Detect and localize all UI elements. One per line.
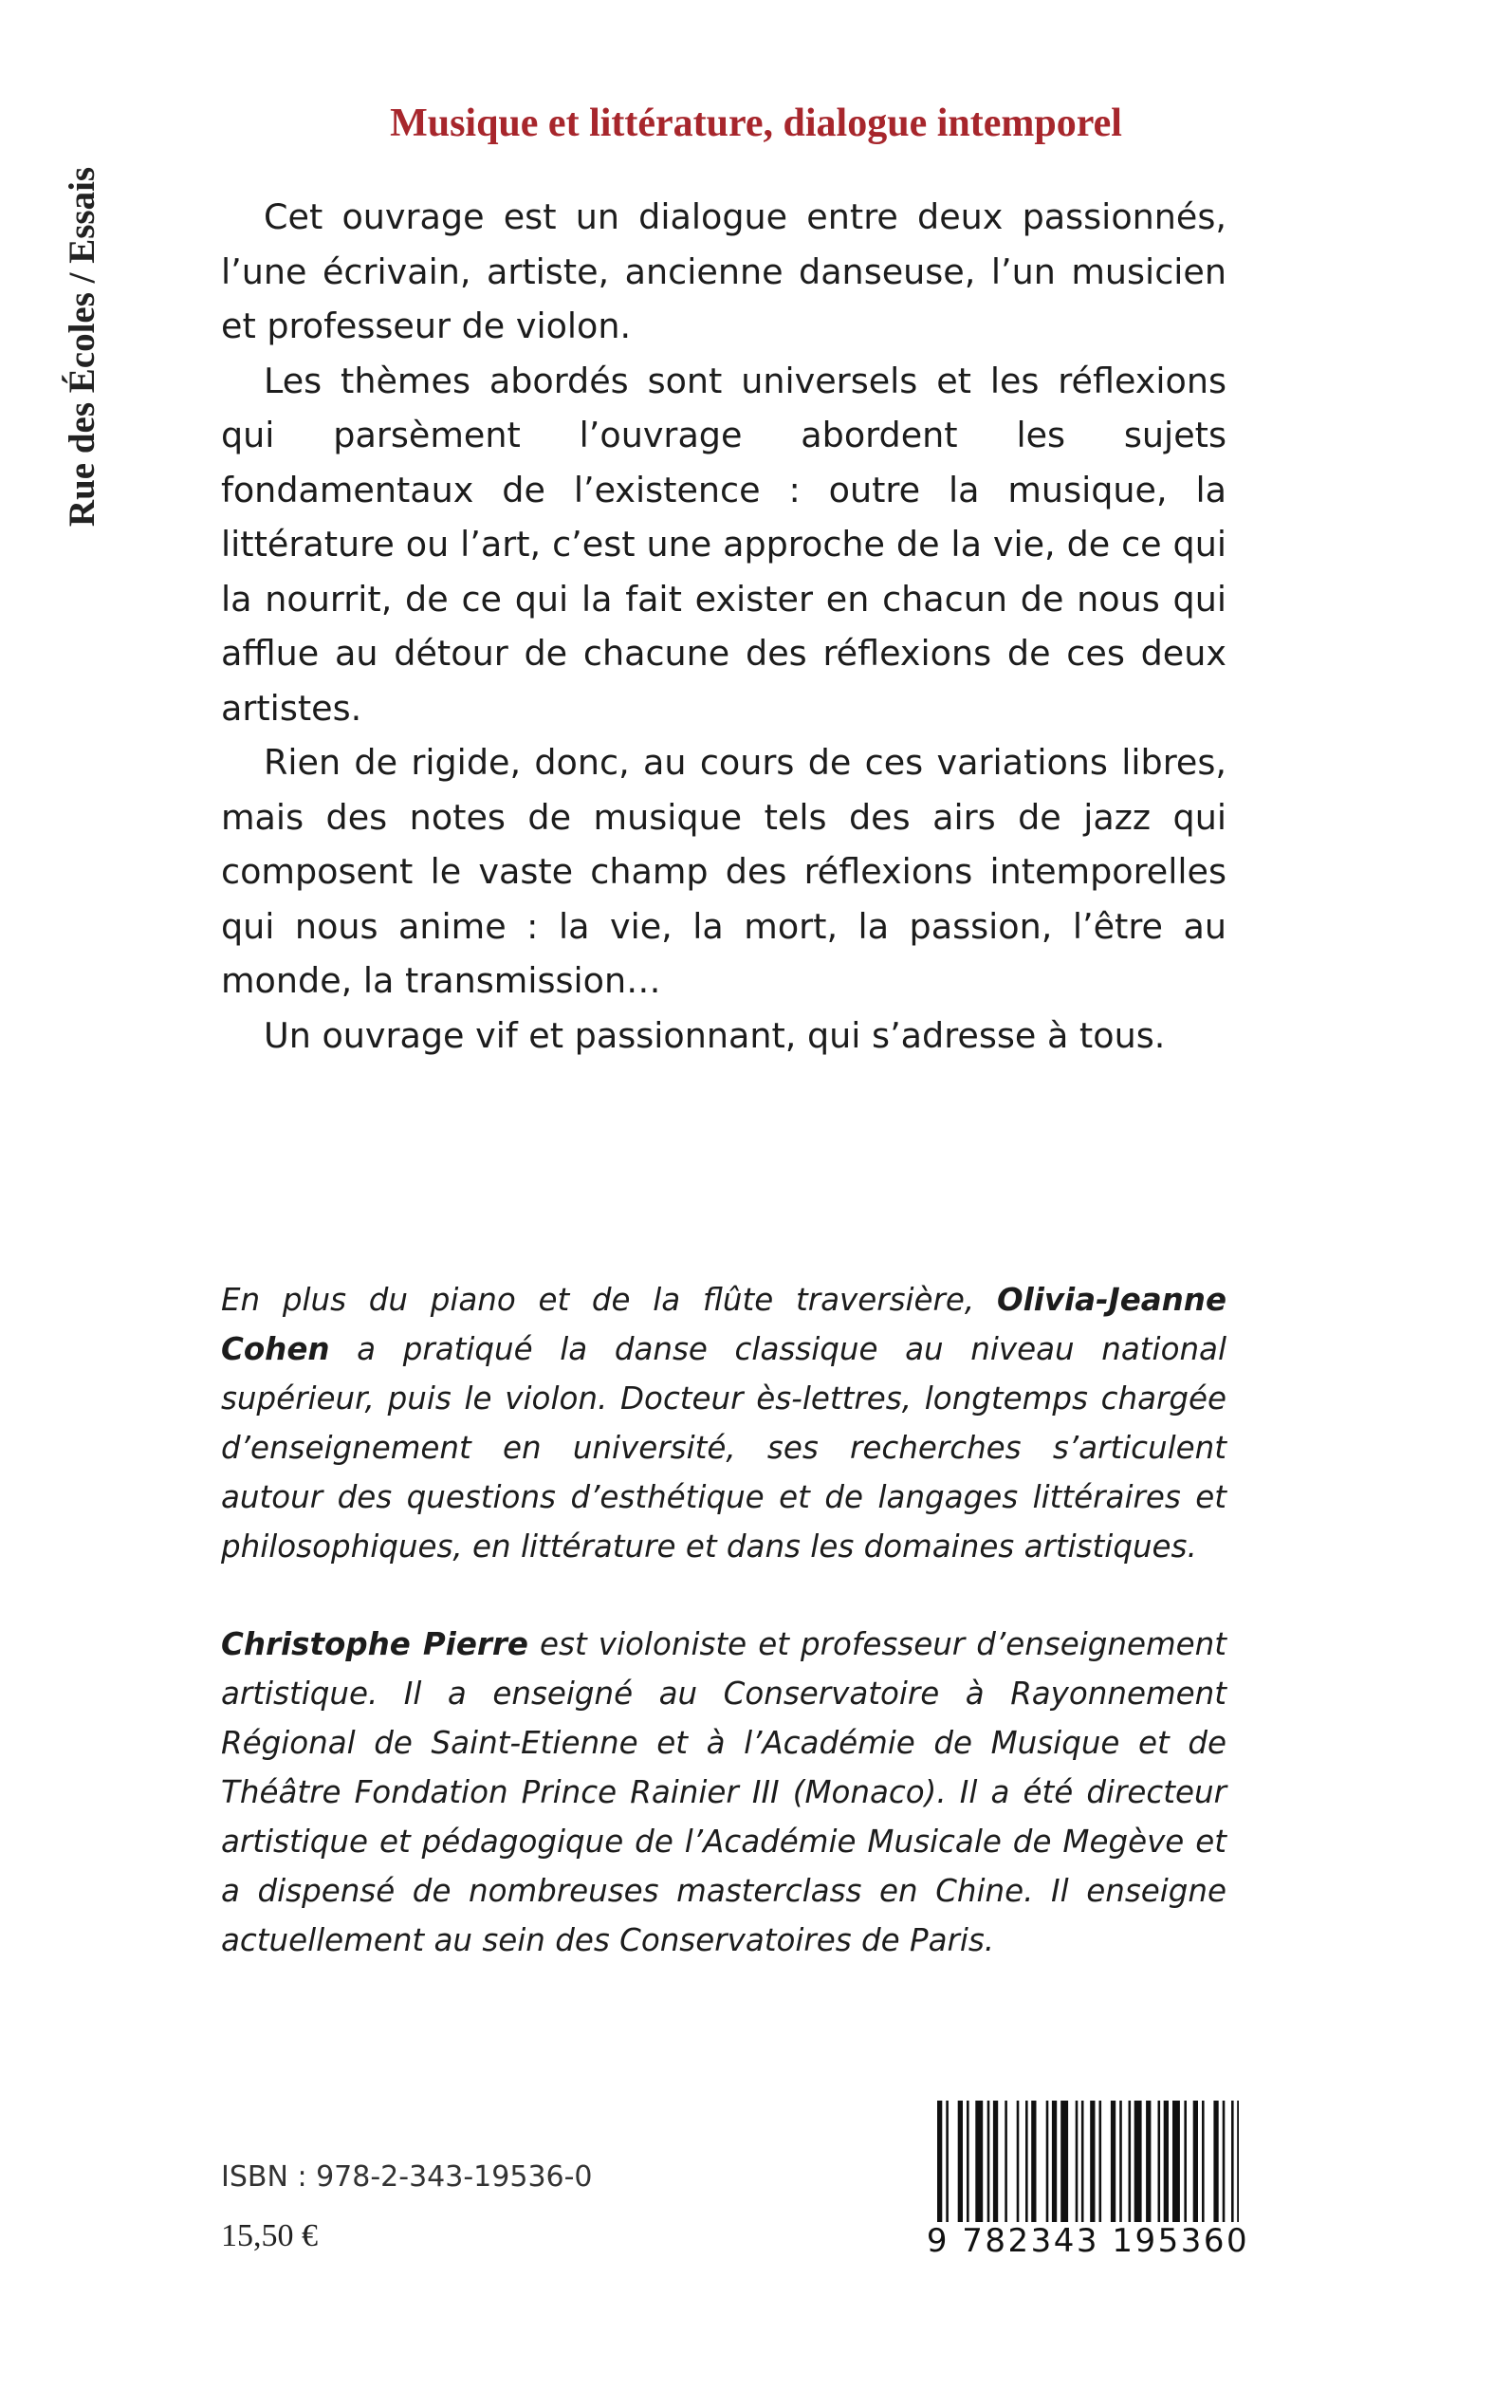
barcode-bar <box>1213 2101 1218 2228</box>
barcode <box>909 2095 1267 2275</box>
summary-paragraph: Les thèmes abordés sont universels et les réflexions qui parsèment l’ouvrage abordent les sujets fondamentaux de l’existence : outre la musique, la littérature ou l’art, c’est une approche de la vie, de ce qui la nourrit, de ce qui la fait exister en chacun de nous qui afflue au détour de chacune des réflexions de ces deux artistes. <box>221 360 1226 729</box>
barcode-bar <box>1237 2101 1239 2228</box>
barcode-bar <box>1017 2101 1020 2228</box>
author-bios <box>221 1275 1226 1965</box>
barcode-bar <box>1158 2101 1161 2228</box>
barcode-bar <box>1060 2101 1068 2228</box>
bio-olivia-jeanne-cohen: En plus du piano et de la flûte traversière, Olivia-Jeanne Cohen a pratiqué la danse classique au niveau national supérieur, puis le violon. Docteur ès-lettres, longtemps chargée d’enseignement en université, ses recherches s’articulent autour des questions d’esthétique et de langages littéraires et philosophiques, en littérature et dans les domaines artistiques. <box>221 1282 1226 1565</box>
barcode-bars <box>937 2101 1239 2228</box>
price-text: 15,50 € <box>221 2218 318 2253</box>
summary-paragraph: Cet ouvrage est un dialogue entre deux passionnés, l’une écrivain, artiste, ancienne danseuse, l’un musicien et professeur de violon. <box>221 196 1226 346</box>
barcode-bar <box>1099 2101 1102 2228</box>
barcode-bar <box>1119 2101 1122 2228</box>
summary-text <box>221 190 1226 1063</box>
barcode-bar <box>967 2101 969 2228</box>
barcode-bar <box>1046 2101 1049 2228</box>
barcode-bar <box>958 2101 963 2228</box>
barcode-bar <box>937 2101 942 2228</box>
summary-paragraph: Rien de rigide, donc, au cours de ces variations libres, mais des notes de musique tels des airs de jazz qui composent le vaste champ des réflexions intemporelles qui nous anime : la vie, la mort, la passion, l’être au monde, la transmission… <box>221 742 1226 1001</box>
barcode-bar <box>1005 2101 1007 2228</box>
barcode-bar <box>1031 2101 1036 2228</box>
barcode-bar <box>1193 2101 1198 2228</box>
bio-christophe-pierre: Christophe Pierre est violoniste et professeur d’enseignement artistique. Il a enseigné au Conservatoire à Rayonnement Régional de Saint-Etienne et à l’Académie de Musique et de Théâtre Fondation Prince Rainier III (Monaco). Il a été directeur artistique et pédagogique de l’Académie Musicale de Megève et a dispensé de nombreuses masterclass en Chine. Il enseigne actuellement au sein des Conservatoires de Paris. <box>221 1626 1226 1958</box>
barcode-bar <box>1081 2101 1084 2228</box>
barcode-bar <box>993 2101 998 2228</box>
author-name: Christophe Pierre <box>221 1626 528 1662</box>
barcode-bar <box>1134 2101 1142 2228</box>
summary-paragraph: Un ouvrage vif et passionnant, qui s’adresse à tous. <box>264 1014 1166 1056</box>
barcode-bar <box>1223 2101 1226 2228</box>
book-title: Musique et littérature, dialogue intemporel <box>390 102 1122 145</box>
spine-collection-label <box>49 114 116 579</box>
barcode-bar <box>1129 2101 1132 2228</box>
barcode-bar <box>1076 2101 1079 2228</box>
barcode-bar <box>1111 2101 1116 2228</box>
barcode-bar <box>946 2101 949 2228</box>
barcode-bar <box>1090 2101 1095 2228</box>
barcode-bar <box>975 2101 983 2228</box>
barcode-bar <box>1184 2101 1187 2228</box>
barcode-bar <box>1164 2101 1169 2228</box>
barcode-bar <box>1202 2101 1205 2228</box>
barcode-bar <box>1146 2101 1151 2228</box>
author-name: Olivia-Jeanne Cohen <box>221 1282 1226 1367</box>
barcode-digits: 9 782343 195360 <box>909 2222 1267 2260</box>
barcode-bar <box>1172 2101 1180 2228</box>
isbn-text: ISBN : 978-2-343-19536-0 <box>221 2160 593 2194</box>
collection-name: Rue des Écoles / Essais <box>62 166 103 527</box>
barcode-bar <box>1231 2101 1234 2228</box>
barcode-bar <box>987 2101 990 2228</box>
barcode-bar <box>1025 2101 1028 2228</box>
barcode-bar <box>1052 2101 1057 2228</box>
